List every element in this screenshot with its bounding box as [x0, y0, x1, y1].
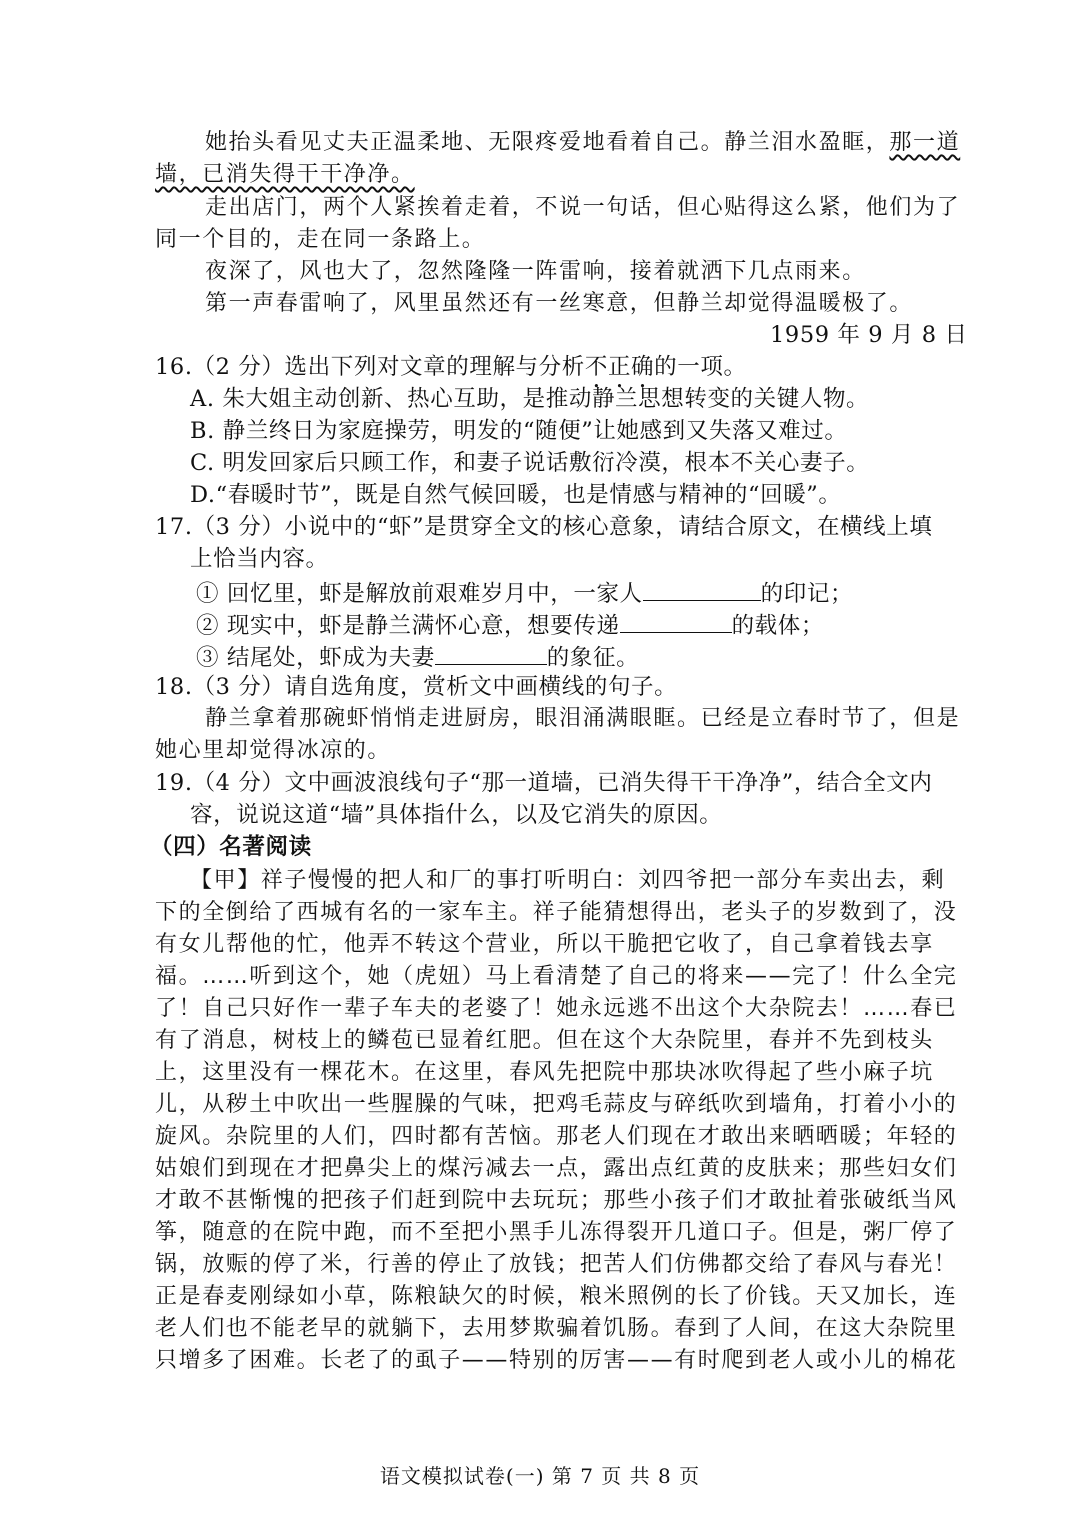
option-a: A. 朱大姐主动创新、热心互助，是推动静兰思想转变的关键人物。 [190, 386, 870, 412]
passage-line: 有了消息，树枝上的鳞苞已显着红肥。但在这个大杂院里，春并不先到枝头 [155, 1028, 934, 1053]
fill-item-3 [196, 640, 639, 673]
item-text: ① 回忆里，虾是解放前艰难岁月中，一家人 [196, 581, 643, 607]
story-text: 她抬头看见丈夫正温柔地、无限疼爱地看着自己。静兰泪水盈眶， [205, 130, 890, 155]
passage-line: 正是春麦刚绿如小草，陈粮缺欠的时候，粮米照例的长了价钱。天又加长，连 [155, 1284, 958, 1309]
question-18-stem: 18.（3 分）请自选角度，赏析文中画横线的句子。 [155, 674, 678, 700]
page-footer: 语文模拟试卷(一) 第 7 页 共 8 页 [379, 1464, 701, 1488]
question-19-stem: 19.（4 分）文中画波浪线句子“那一道墙，已消失得干干净净”，结合全文内 [155, 770, 933, 796]
passage-line: 只增多了困难。长老了的虱子——特别的厉害——有时爬到老人或小儿的棉花 [155, 1348, 958, 1373]
option-b: B. 静兰终日为家庭操劳，明发的“随便”让她感到又失落又难过。 [190, 418, 848, 444]
passage-line: 下的全倒给了西城有名的一家车主。祥子能猜想得出，老头子的岁数到了，没 [155, 900, 958, 925]
question-19-stem: 容，说说这道“墙”具体指什么，以及它消失的原因。 [190, 802, 723, 828]
option-d: D.“春暖时节”，既是自然气候回暖，也是情感与精神的“回暖”。 [190, 482, 842, 508]
passage-line: 有女儿帮他的忙，他弄不转这个营业，所以干脆把它收了，自己拿着钱去享 [155, 932, 934, 957]
question-17-stem: 上恰当内容。 [190, 546, 329, 572]
quoted-sentence: 静兰拿着那碗虾悄悄走进厨房，眼泪涌满眼眶。已经是立春时节了，但是 [205, 706, 961, 731]
quoted-sentence: 她心里却觉得冰凉的。 [155, 738, 392, 763]
section-heading: （四）名著阅读 [150, 834, 312, 860]
question-text: 的一项。 [654, 354, 747, 380]
passage-line: 锅，放赈的停了米，行善的停止了放钱；把苦人们仿佛都交给了春风与春光！ [155, 1252, 958, 1277]
question-17-stem: 17.（3 分）小说中的“虾”是贯穿全文的核心意象，请结合原文，在横线上填 [155, 514, 933, 540]
story-paragraph-line: 第一声春雷响了，风里虽然还有一丝寒意，但静兰却觉得温暖极了。 [205, 291, 914, 316]
story-paragraph-line [205, 128, 960, 158]
wavy-underlined-sentence: 墙，已消失得干干净净。 [155, 162, 415, 187]
item-text: 的印记； [760, 581, 854, 607]
passage-line: 老人们也不能老早的就躺下，去用梦欺骗着饥肠。春到了人间，在这大杂院里 [155, 1316, 958, 1341]
passage-line: 【甲】祥子慢慢的把人和厂的事打听明白：刘四爷把一部分车卖出去，剩 [190, 868, 946, 893]
passage-line: 上，这里没有一棵花木。在这里，春风先把院中那块冰吹得起了些小麻子坑 [155, 1060, 934, 1085]
passage-line: 福。……听到这个，她（虎妞）马上看清楚了自己的将来——完了！什么全完 [155, 964, 958, 989]
story-paragraph-line: 夜深了，风也大了，忽然隆隆一阵雷响，接着就洒下几点雨来。 [205, 259, 866, 284]
answer-blank[interactable] [620, 608, 732, 633]
passage-line: 才敢不甚惭愧的把孩子们赶到院中去玩玩；那些小孩子们才敢扯着张破纸当风 [155, 1188, 958, 1213]
passage-line: 了！自己只好作一辈子车夫的老婆了！她永远逃不出这个大杂院去！……春已 [155, 996, 958, 1021]
wavy-underlined-sentence: 那一道 [889, 130, 961, 155]
passage-line: 姑娘们到现在才把鼻尖上的煤污减去一点，露出点红黄的皮肤来；那些妇女们 [155, 1156, 958, 1181]
story-paragraph-line: 走出店门，两个人紧挨着走着，不说一句话，但心贴得这么紧，他们为了 [205, 195, 961, 220]
passage-line: 旋风。杂院里的人们，四时都有苦恼。那老人们现在才敢出来晒晒暖；年轻的 [155, 1124, 958, 1149]
emphasized-text: 不正确 [584, 354, 655, 380]
story-date: 1959 年 9 月 8 日 [770, 322, 968, 348]
item-text: 的载体； [731, 613, 824, 639]
answer-blank[interactable] [435, 640, 547, 665]
story-paragraph-line [155, 160, 415, 190]
fill-item-1 [196, 576, 853, 609]
option-c: C. 明发回家后只顾工作，和妻子说话敷衍冷漠，根本不关心妻子。 [190, 450, 870, 476]
answer-blank[interactable] [643, 576, 761, 601]
item-text: ③ 结尾处，虾成为夫妻 [196, 645, 435, 671]
story-paragraph-line: 同一个目的，走在同一条路上。 [155, 227, 486, 252]
fill-item-2 [196, 608, 824, 641]
passage-line: 儿，从秽土中吹出一些腥臊的气味，把鸡毛蒜皮与碎纸吹到墙角，打着小小的 [155, 1092, 958, 1117]
item-text: 的象征。 [546, 645, 640, 671]
passage-line: 筝，随意的在院中跑，而不至把小黑手儿冻得裂开几道口子。但是，粥厂停了 [155, 1220, 958, 1245]
question-text: 16.（2 分）选出下列对文章的理解与分析 [155, 354, 585, 380]
item-text: ② 现实中，虾是静兰满怀心意，想要传递 [196, 613, 620, 639]
